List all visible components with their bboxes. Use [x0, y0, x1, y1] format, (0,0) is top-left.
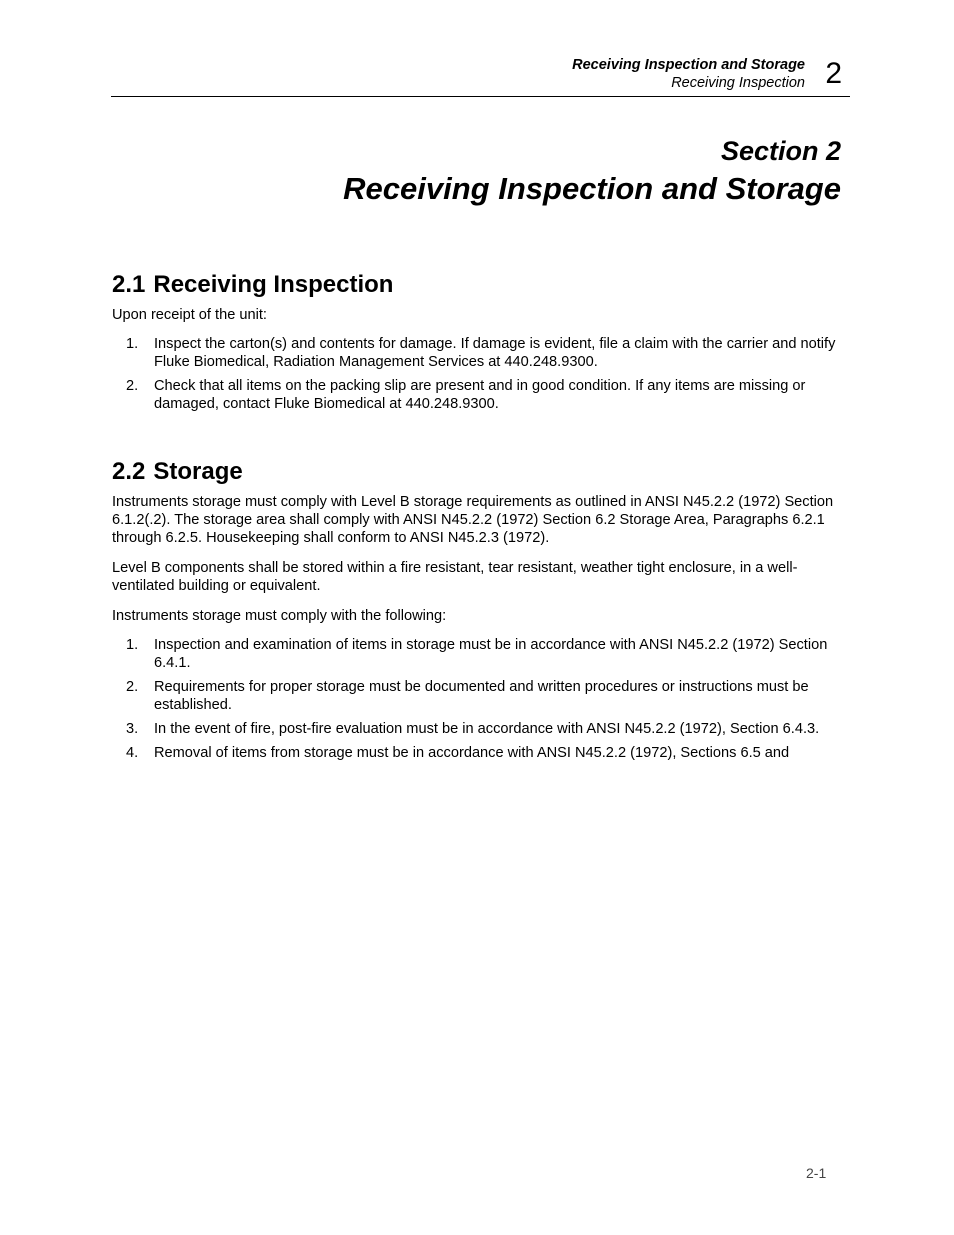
list-item-text: Inspection and examination of items in storage must be in accordance with ANSI N45.2.2 (1972) Section 6.4.1.: [154, 637, 828, 671]
page-content: [112, 270, 840, 768]
list-marker: 2.: [126, 378, 139, 394]
running-header-section-title: Receiving Inspection: [671, 75, 805, 91]
running-header: [111, 56, 850, 97]
body-paragraph: Instruments storage must comply with Level B storage requirements as outlined in ANSI N45.2.2 (1972) Section 6.1.2(.2). The storage area shall comply with ANSI N45.2.2 (1972) Section 6.2 Storage Area, Paragraphs 6.2.1 through 6.2.5. Housekeeping shall conform to ANSI N45.2.3 (1972).: [112, 494, 834, 546]
page-number: 2-1: [806, 1165, 827, 1181]
receiving-inspection-list: [112, 335, 840, 413]
list-item-text: Requirements for proper storage must be documented and written procedures or instructions must be established.: [154, 679, 809, 713]
list-item: [112, 678, 840, 714]
running-header-text: [572, 56, 805, 92]
subsection-title: Storage: [153, 458, 243, 485]
list-item: [112, 377, 840, 413]
list-item: [112, 636, 840, 672]
list-item: [112, 744, 840, 762]
list-marker: 2.: [126, 679, 139, 695]
intro-paragraph: Upon receipt of the unit:: [112, 307, 267, 323]
list-item: [112, 335, 840, 371]
subsection-heading-receiving-inspection: [112, 270, 840, 300]
body-paragraph: Instruments storage must comply with the following:: [112, 608, 447, 624]
storage-requirements-list: [112, 636, 840, 762]
list-marker: 1.: [126, 637, 139, 653]
list-item-text: Inspect the carton(s) and contents for damage. If damage is evident, file a claim with the carrier and notify Fluke Biomedical, Radiation Management Services at 440.248.9300.: [154, 336, 836, 370]
list-marker: 3.: [126, 721, 139, 737]
list-item: [112, 720, 840, 738]
list-item-text: In the event of fire, post-fire evaluation must be in accordance with ANSI N45.2.2 (1972), Section 6.4.3.: [154, 721, 820, 737]
running-header-chapter-title: Receiving Inspection and Storage: [572, 57, 805, 73]
section-title: Receiving Inspection and Storage: [343, 171, 841, 206]
subsection-heading-storage: [112, 457, 840, 487]
subsection-number: 2.2: [112, 458, 146, 485]
subsection-number: 2.1: [112, 271, 146, 298]
list-item-text: Check that all items on the packing slip are present and in good condition. If any items are missing or damaged, contact Fluke Biomedical at 440.248.9300.: [154, 378, 806, 412]
list-marker: 1.: [126, 336, 139, 352]
section-heading: [343, 133, 841, 209]
list-marker: 4.: [126, 745, 139, 761]
list-item-text: Removal of items from storage must be in accordance with ANSI N45.2.2 (1972), Sections 6.5 and: [154, 745, 790, 761]
body-paragraph: Level B components shall be stored within a fire resistant, tear resistant, weather tight enclosure, in a well-ventilated building or equivalent.: [112, 560, 798, 594]
running-header-chapter-number: 2: [825, 57, 842, 90]
subsection-title: Receiving Inspection: [153, 271, 394, 298]
section-number: Section 2: [720, 136, 841, 166]
